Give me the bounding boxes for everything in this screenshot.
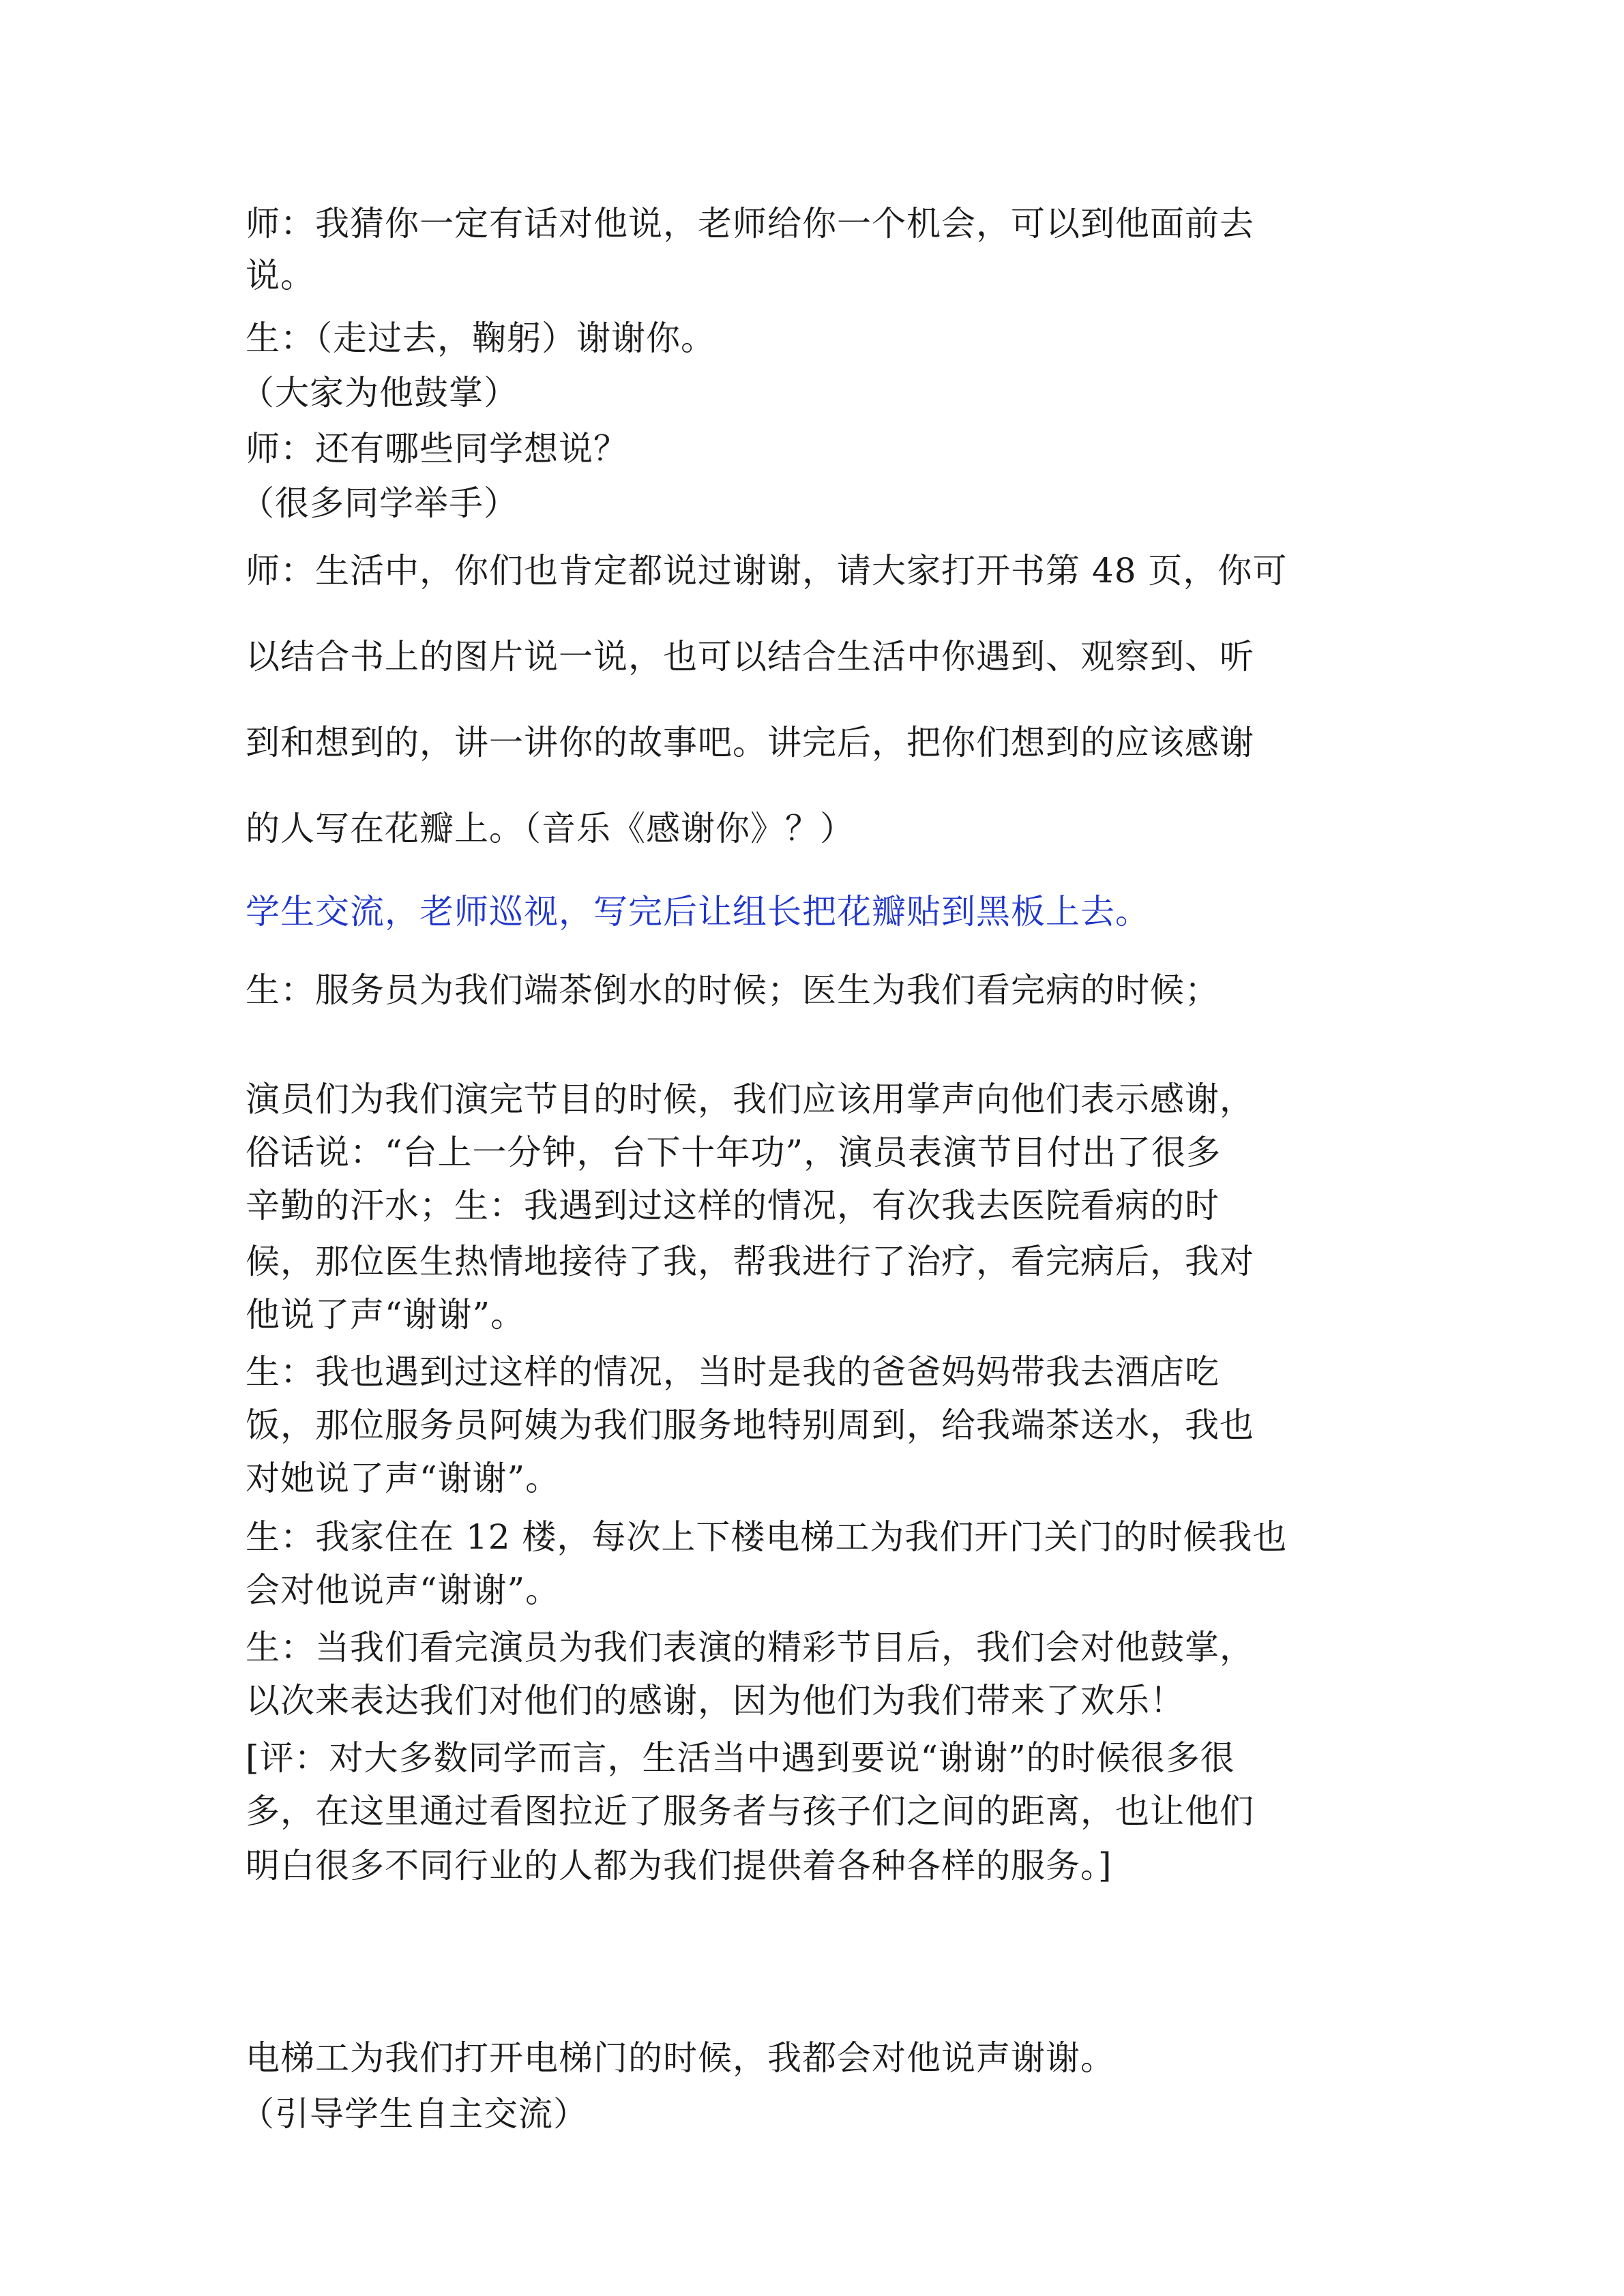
paragraph-line: 会对他说声“谢谢”。 <box>246 1570 561 1610</box>
paragraph-line: 俗话说：“台上一分钟，台下十年功”，演员表演节目付出了很多 <box>246 1133 1222 1172</box>
stage-direction: （大家为他鼓掌） <box>240 373 518 413</box>
paragraph-line: 师：还有哪些同学想说？ <box>246 429 628 468</box>
commentary-line: 明白很多不同行业的人都为我们提供着各种各样的服务。] <box>246 1846 1112 1885</box>
stage-direction: （很多同学举手） <box>240 483 518 523</box>
paragraph-line: 到和想到的，讲一讲你的故事吧。讲完后，把你们想到的应该感谢 <box>246 723 1254 762</box>
paragraph-line: 辛勤的汗水；生：我遇到过这样的情况，有次我去医院看病的时 <box>246 1186 1220 1225</box>
paragraph-line: 他说了声“谢谢”。 <box>246 1295 526 1335</box>
paragraph-line: 生：（走过去，鞠躬）谢谢你。 <box>246 318 715 358</box>
highlighted-instruction: 学生交流，老师巡视，写完后让组长把花瓣贴到黑板上去。 <box>246 892 1150 931</box>
paragraph-line: 对她说了声“谢谢”。 <box>246 1459 561 1498</box>
paragraph-line: 师：我猜你一定有话对他说，老师给你一个机会，可以到他面前去 <box>246 204 1254 243</box>
paragraph-line: 电梯工为我们打开电梯门的时候，我都会对他说声谢谢。 <box>246 2038 1115 2078</box>
commentary-line: [评：对大多数同学而言，生活当中遇到要说“谢谢”的时候很多很 <box>246 1738 1235 1778</box>
paragraph-line: 说。 <box>246 256 315 295</box>
paragraph-line: 演员们为我们演完节目的时候，我们应该用掌声向他们表示感谢， <box>246 1079 1254 1119</box>
paragraph-line: 的人写在花瓣上。（音乐《感谢你》？） <box>246 809 855 848</box>
paragraph-line: 生：我家住在 12 楼，每次上下楼电梯工为我们开门关门的时候我也 <box>246 1517 1288 1557</box>
commentary-line: 多，在这里通过看图拉近了服务者与孩子们之间的距离，也让他们 <box>246 1791 1254 1831</box>
stage-direction: （引导学生自主交流） <box>240 2094 588 2134</box>
paragraph-line: 生：服务员为我们端茶倒水的时候；医生为我们看完病的时候； <box>246 970 1220 1010</box>
paragraph-line: 以次来表达我们对他们的感谢，因为他们为我们带来了欢乐！ <box>246 1681 1185 1720</box>
paragraph-line: 生：我也遇到过这样的情况，当时是我的爸爸妈妈带我去酒店吃 <box>246 1352 1220 1392</box>
paragraph-line: 饭，那位服务员阿姨为我们服务地特别周到，给我端茶送水，我也 <box>246 1405 1254 1445</box>
paragraph-line: 候，那位医生热情地接待了我，帮我进行了治疗，看完病后，我对 <box>246 1242 1254 1281</box>
paragraph-line: 以结合书上的图片说一说，也可以结合生活中你遇到、观察到、听 <box>246 637 1254 676</box>
paragraph-line: 生：当我们看完演员为我们表演的精彩节目后，我们会对他鼓掌， <box>246 1628 1254 1667</box>
paragraph-line: 师：生活中，你们也肯定都说过谢谢，请大家打开书第 48 页，你可 <box>246 551 1288 591</box>
